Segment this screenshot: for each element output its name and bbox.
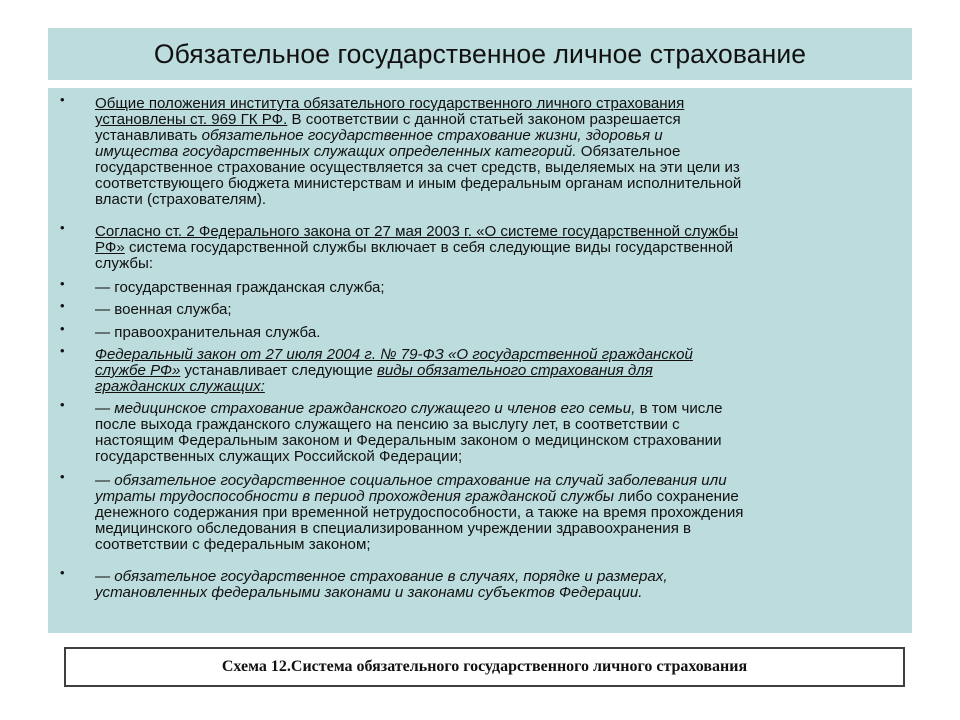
text-run: медицинского обследования в специализированном учреждении здравоохранения в [95, 520, 692, 537]
text-run: Федеральный закон от 27 июля 2004 г. № 79-ФЗ «О государственной гражданской [95, 346, 693, 363]
text-line [95, 521, 910, 537]
bullet-text [95, 325, 910, 341]
text-run: государственных служащих Российской Федерации; [95, 448, 463, 465]
text-run: — военная служба; [95, 301, 232, 318]
text-line [95, 401, 910, 417]
text-line [95, 302, 910, 318]
bullet-text [95, 569, 910, 601]
bullet-text [95, 473, 910, 553]
text-run: — государственная гражданская служба; [95, 279, 385, 296]
bullet-dot: • [60, 298, 65, 313]
bullet-dot: • [60, 469, 65, 484]
text-line [95, 379, 910, 395]
text-line [95, 585, 910, 601]
text-line [95, 224, 910, 240]
text-run: настоящим Федеральным законом и Федеральным законом о медицинском страховании [95, 432, 722, 449]
text-line [95, 449, 910, 465]
bullet-text [95, 302, 910, 318]
bullet-text [95, 280, 910, 296]
bullet-dot: • [60, 397, 65, 412]
text-line [95, 96, 910, 112]
bullet-dot: • [60, 321, 65, 336]
text-run: в том числе [635, 400, 723, 417]
text-run: виды обязательного страхования для [377, 362, 653, 379]
text-run: установлены ст. 969 ГК РФ. [95, 111, 288, 128]
text-line [95, 473, 910, 489]
caption-text: Схема 12.Система обязательного государственного личного страхования [221, 658, 748, 675]
text-run: государственное страхование осуществляется за счет средств, выделяемых на эти цели из [95, 159, 740, 176]
text-run: соответствующего бюджета министерствам и иным федеральным органам исполнительной [95, 175, 742, 192]
text-line [95, 433, 910, 449]
title-band [48, 28, 912, 80]
text-run: денежного содержания при временной нетрудоспособности, а также на время прохождения [95, 504, 744, 521]
text-line [95, 192, 910, 208]
text-line [95, 280, 910, 296]
text-run: — обязательное государственное социальное страхование на случай заболевания или [95, 472, 727, 489]
text-run: устанавливать [95, 127, 202, 144]
text-run: РФ» [95, 239, 125, 256]
text-run: утраты трудоспособности в период прохождения гражданской службы [95, 488, 614, 505]
text-line [95, 569, 910, 585]
text-line [95, 256, 910, 272]
text-run: установленных федеральными законами и законами субъектов Федерации. [95, 584, 643, 601]
text-run: устанавливает следующие [180, 362, 378, 379]
text-run: система государственной службы включает в себя следующие виды государственной [124, 239, 734, 256]
text-run: — обязательное государственное страхование в случаях, порядке и размерах, [95, 568, 668, 585]
text-run: власти (страхователям). [95, 191, 267, 208]
caption-box [64, 647, 905, 687]
text-line [95, 325, 910, 341]
bullet-dot: • [60, 276, 65, 291]
bullet-text [95, 224, 910, 272]
bullet-text [95, 347, 910, 395]
text-run: службы: [95, 255, 154, 272]
text-run: либо сохранение [613, 488, 739, 505]
text-run: обязательное государственное страхование жизни, здоровья и [201, 127, 663, 144]
text-run: Обязательное [576, 143, 681, 160]
slide-title: Обязательное государственное личное страхование [153, 38, 807, 69]
text-line [95, 363, 910, 379]
bullet-dot: • [60, 220, 65, 235]
text-line [95, 176, 910, 192]
text-line [95, 505, 910, 521]
text-line [95, 144, 910, 160]
text-run: Общие положения института обязательного государственного личного страхования [95, 95, 685, 112]
bullet-dot: • [60, 343, 65, 358]
bullet-dot: • [60, 92, 65, 107]
bullet-dot: • [60, 565, 65, 580]
text-run: после выхода гражданского служащего на пенсию за выслугу лет, в соответствии с [95, 416, 680, 433]
text-line [95, 347, 910, 363]
text-run: Согласно ст. 2 Федерального закона от 27 мая 2003 г. «О системе государственной службы [95, 223, 739, 240]
text-line [95, 112, 910, 128]
text-line [95, 128, 910, 144]
text-line [95, 417, 910, 433]
text-run: — правоохранительная служба. [95, 324, 321, 341]
text-run: В соответствии с данной статьей законом разрешается [287, 111, 681, 128]
text-run: соответствии с федеральным законом; [95, 536, 371, 553]
text-line [95, 240, 910, 256]
text-run: гражданских служащих: [95, 378, 265, 395]
content-panel [48, 88, 912, 633]
text-run: — медицинское страхование гражданского служащего и членов его семьи, [95, 400, 636, 417]
text-line [95, 489, 910, 505]
text-line [95, 537, 910, 553]
text-run: службе РФ» [95, 362, 181, 379]
text-run: имущества государственных служащих определенных категорий. [95, 143, 577, 160]
bullet-text [95, 401, 910, 465]
text-line [95, 160, 910, 176]
bullet-text [95, 96, 910, 208]
